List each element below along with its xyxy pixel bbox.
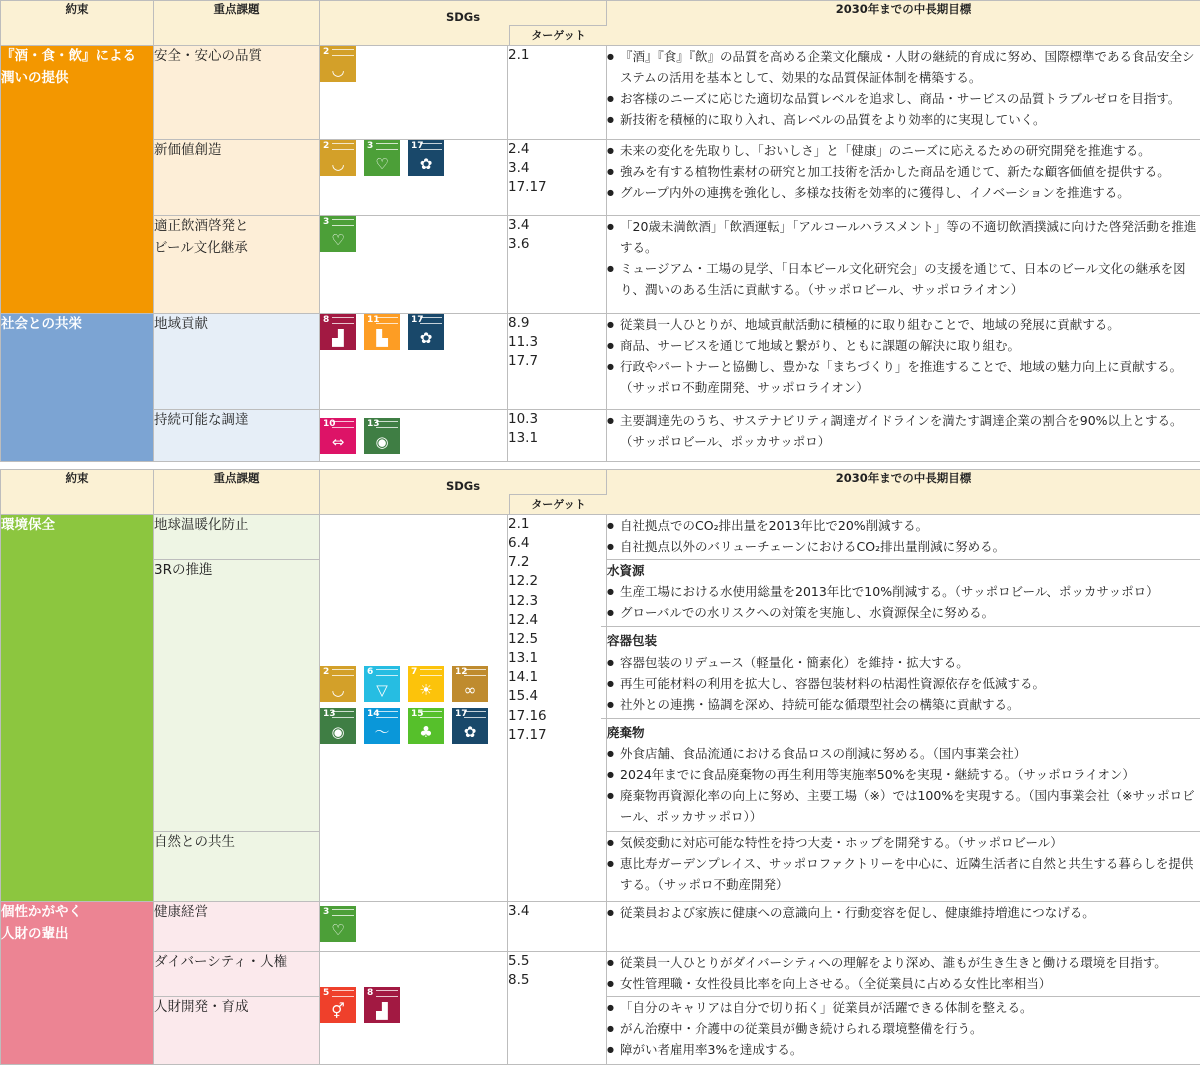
pledge-cell: 環境保全 [1,515,154,902]
sdg6-icon [364,666,400,702]
goal-item: ● グローバルでの水リスクへの対策を実施し、水資源保全に努める。 [607,602,1200,623]
goal-list [607,652,1200,715]
sdg11-icon [364,314,400,350]
sdg-icons-cell [320,952,508,1065]
goal-item: ● 「自分のキャリアは自分で切り拓く」従業員が活躍できる体制を整える。 [607,997,1200,1018]
sdg-title-lines [376,317,398,324]
sdg-number: 2 [323,667,330,677]
sdg-number: 17 [411,141,424,151]
goal-item: ● 『酒』『食』『飲』の品質を高める企業文化醸成・人財の継続的育成に努め、国際標準である食品安全システムの活用を基本として、効果的な品質保証体制を構築する。 [607,46,1200,88]
sdg-icon-row [320,46,507,82]
sdg-number: 2 [323,141,330,151]
goal-item: ● 外食店舗、食品流通における食品ロスの削減に努める。（国内事業会社） [607,743,1200,764]
sdg-glyph: ✿ [419,329,433,347]
header-pledge: 約束 [1,470,154,515]
table-row [1,902,1200,952]
sdg-glyph: ◉ [375,433,389,451]
goals-cell [607,46,1200,140]
sdg-title-lines [464,711,486,718]
sdg-glyph: ∞ [463,681,477,699]
goals-cell [607,140,1200,216]
goal-item: ● 主要調達先のうち、サステナビリティ調達ガイドラインを満たす調達企業の割合を90%以上とする。（サッポロビール、ポッカサッポロ） [607,410,1200,452]
goal-item: ● 従業員および家族に健康への意識向上・行動変容を促し、健康維持増進につなげる。 [607,902,1200,923]
sdg-glyph: ♡ [375,155,389,173]
sdg14-icon [364,708,400,744]
sdg-glyph: 〜 [374,723,390,741]
goal-item: ● 再生可能材料の利用を拡大し、容器包装材料の枯渇性資源依存を低減する。 [607,673,1200,694]
issue-cell: 自然との共生 [154,832,320,902]
goal-list [607,314,1200,398]
goal-item: ● 自社拠点以外のバリューチェーンにおけるCO₂排出量削減に努める。 [607,536,1200,557]
issue-cell: 新価値創造 [154,140,320,216]
table-row [1,314,1200,410]
sdg5-icon [320,987,356,1023]
sdg-number: 3 [323,217,330,227]
sdg-number: 13 [367,419,380,429]
header-goals: 2030年までの中長期目標 [607,470,1200,515]
issue-cell: 3Rの推進 [154,560,320,832]
sdg-icon-row [320,140,507,176]
goals-cell [607,216,1200,314]
sdg-glyph: ✿ [463,723,477,741]
sdg8-icon [320,314,356,350]
sdg-icon-row [320,666,507,702]
goal-list [607,581,1200,623]
header-row [1,470,1200,515]
goals-cell [607,902,1200,952]
goal-item: ● 生産工場における水使用総量を2013年比で10%削減する。（サッポロビール、ポッカサッポロ） [607,581,1200,602]
goal-item: ● 女性管理職・女性役員比率を向上させる。（全従業員に占める女性比率相当） [607,973,1200,994]
sdg-icon-row [320,987,507,1023]
goal-item: ● 廃棄物再資源化率の向上に努め、主要工場（※）では100%を実現する。（国内事業会社（※サッポロビール、ポッカサッポロ）） [607,785,1200,827]
sdg8-icon [364,987,400,1023]
goal-item: ● 商品、サービスを通じて地域と繋がり、ともに課題の解決に取り組む。 [607,335,1200,356]
header-issue: 重点課題 [154,1,320,46]
sdg-number: 10 [323,419,336,429]
sdg2-icon [320,140,356,176]
targets-cell: 5.5 8.5 [508,952,607,1065]
sdg-title-lines [332,317,354,324]
sdg-glyph: ☀ [419,681,433,699]
targets-cell: 3.4 [508,902,607,952]
goal-heading: 容器包装 [607,633,658,649]
sdg-title-lines [332,909,354,916]
sdg-glyph: ▟ [332,329,344,347]
goal-item: ● 新技術を積極的に取り入れ、高レベルの品質をより効率的に実現していく。 [607,109,1200,130]
sdg-number: 11 [367,315,380,325]
goal-item: ● お客様のニーズに応じた適切な品質レベルを追求し、商品・サービスの品質トラブルゼロを目指す。 [607,88,1200,109]
sdg-glyph: ♣ [419,723,433,741]
targets-cell: 8.9 11.3 17.7 [508,314,607,410]
goal-list [607,902,1200,923]
sdg-title-lines [332,219,354,226]
issue-cell [154,216,320,314]
sdg-number: 3 [367,141,374,151]
sdg-icons-cell [320,46,508,140]
sdg-number: 8 [323,315,330,325]
table-row [1,216,1200,314]
sdg-number: 6 [367,667,374,677]
sdg-number: 14 [367,709,380,719]
targets-cell: 10.3 13.1 [508,410,607,462]
sdg-glyph: ✿ [419,155,433,173]
goal-list [607,515,1200,557]
sdg-number: 17 [455,709,468,719]
sdg-icon-row [320,906,507,942]
goal-item: ● 気候変動に対応可能な特性を持つ大麦・ホップを開発する。（サッポロビール） [607,832,1200,853]
sdg3-icon [320,216,356,252]
goal-list [607,410,1200,452]
sdg10-icon [320,418,356,454]
sdg-title-lines [332,421,354,428]
divider [601,718,1200,719]
goal-item: ● 障がい者雇用率3%を達成する。 [607,1039,1200,1060]
goals-cell [607,832,1200,902]
sdg-title-lines [332,49,354,56]
targets-cell: 2.1 [508,46,607,140]
header-row [1,1,1200,46]
sdg-title-lines [376,990,398,997]
sdg-number: 7 [411,667,418,677]
issue-cell: ダイバーシティ・人権 [154,952,320,997]
issue-cell: 持続可能な調達 [154,410,320,462]
issue-cell: 人財開発・育成 [154,997,320,1065]
goal-item: ● 未来の変化を先取りし、「おいしさ」と「健康」のニーズに応えるための研究開発を推進する。 [607,140,1200,161]
sdg-glyph: ◡ [331,155,345,173]
pledge-cell [1,46,154,314]
sdg-glyph: ♡ [331,231,345,249]
sdg-title-lines [420,711,442,718]
sdg-title-lines [376,421,398,428]
sdg-icons-cell [320,140,508,216]
sdg-icons-cell [320,314,508,410]
goal-list [607,46,1200,130]
goals-cell [607,515,1200,560]
sdg-title-lines [376,143,398,150]
goal-list [607,832,1200,895]
targets-cell: 2.4 3.4 17.17 [508,140,607,216]
table-row [1,952,1200,997]
sdg-number: 8 [367,988,374,998]
sdg-glyph: ▟ [376,1002,388,1020]
header-goals: 2030年までの中長期目標 [607,1,1200,46]
sdg17-icon [452,708,488,744]
goal-item: ● 社外との連携・協調を深め、持続可能な循環型社会の構築に貢献する。 [607,694,1200,715]
issue-cell: 安全・安心の品質 [154,46,320,140]
goal-list [607,743,1200,827]
sdg-number: 5 [323,988,330,998]
sdg-title-lines [420,669,442,676]
goal-list [607,997,1200,1060]
table-row [1,410,1200,462]
goal-item: ● 「20歳未満飲酒」「飲酒運転」「アルコールハラスメント」等の不適切飲酒撲滅に向けた啓発活動を推進する。 [607,216,1200,258]
table-row [1,515,1200,560]
sdg-title-lines [420,143,442,150]
goals-cell [607,314,1200,410]
sdg-icon-row [320,216,507,252]
sdg-glyph: ◉ [331,723,345,741]
header-target: ターゲット [509,25,607,46]
goal-item: ● がん治療中・介護中の従業員が働き続けられる環境整備を行う。 [607,1018,1200,1039]
header-sdgs-label: SDGs [445,479,481,493]
divider [601,626,1200,627]
sdg15-icon [408,708,444,744]
sdg13-icon [320,708,356,744]
goal-item: ● 自社拠点でのCO₂排出量を2013年比で20%削減する。 [607,515,1200,536]
sdg-icon-row [320,418,507,454]
sdg-title-lines [332,143,354,150]
goal-item: ● 従業員一人ひとりがダイバーシティへの理解をより深め、誰もが生き生きと働ける環境を目指す。 [607,952,1200,973]
sdg-glyph: ▽ [376,681,388,699]
issue-label: 適正飲酒啓発と ビール文化継承 [154,218,249,256]
goal-item: ● 行政やパートナーと協働し、豊かな「まちづくり」を推進することで、地域の魅力向上に貢献する。（サッポロ不動産開発、サッポロライオン） [607,356,1200,398]
sdg3-icon [364,140,400,176]
issue-cell: 地域貢献 [154,314,320,410]
sdg-glyph: ⚥ [331,1002,345,1020]
goal-heading: 廃棄物 [607,724,645,740]
goals-cell [607,952,1200,997]
sdg2-icon [320,666,356,702]
targets-cell: 3.4 3.6 [508,216,607,314]
table-row [1,140,1200,216]
pledge-cell: 社会との共栄 [1,314,154,462]
goal-list [607,140,1200,203]
goals-cell [607,560,1200,832]
sdg3-icon [320,906,356,942]
table-row [1,46,1200,140]
sdgs-table-bottom [0,469,1200,1065]
sdg-title-lines [376,711,398,718]
sdg-glyph: ◡ [331,61,345,79]
sdg-number: 13 [323,709,336,719]
sdg17-icon [408,314,444,350]
sdg17-icon [408,140,444,176]
header-sdgs-label: SDGs [445,10,481,24]
goal-heading: 水資源 [607,563,645,578]
sdg-title-lines [376,669,398,676]
sdg-title-lines [332,711,354,718]
goals-cell [607,410,1200,462]
targets-cell: 2.1 6.4 7.2 12.2 12.3 12.4 12.5 13.1 14.1 15.4 17.16 17.17 [508,515,607,902]
goal-list [607,952,1200,994]
pledge-cell [1,902,154,1065]
header-issue: 重点課題 [154,470,320,515]
sdg-glyph: ◡ [331,681,345,699]
header-pledge: 約束 [1,1,154,46]
pledge-label: 個性かがやく 人財の輩出 [1,904,82,942]
sdg-number: 17 [411,315,424,325]
sdg-icons-cell [320,902,508,952]
sdg-title-lines [464,669,486,676]
sdg-icons-cell [320,216,508,314]
sdg-icon-row [320,314,507,350]
sdg-icons-cell [320,515,508,902]
goals-cell [607,997,1200,1065]
sdg-icon-row [320,708,507,744]
pledge-label: 『酒・食・飲』による 潤いの提供 [1,48,136,86]
header-sdgs [320,1,607,46]
sdg-number: 15 [411,709,424,719]
sdg-number: 12 [455,667,468,677]
goal-list [607,216,1200,300]
sdg-glyph: ♡ [331,921,345,939]
goal-item: ● 強みを有する植物性素材の研究と加工技術を活かした商品を通じて、新たな顧客価値を提供する。 [607,161,1200,182]
sdg-title-lines [332,990,354,997]
sdg7-icon [408,666,444,702]
goal-item: ● グループ内外の連携を強化し、多様な技術を効率的に獲得し、イノベーションを推進する。 [607,182,1200,203]
sdg-glyph: ⇔ [331,433,345,451]
issue-cell: 地球温暖化防止 [154,515,320,560]
goal-item: ● 容器包装のリデュース（軽量化・簡素化）を維持・拡大する。 [607,652,1200,673]
goal-item: ● 従業員一人ひとりが、地域貢献活動に積極的に取り組むことで、地域の発展に貢献する。 [607,314,1200,335]
sdg-number: 3 [323,907,330,917]
sdg-glyph: ▙ [376,329,388,347]
sdg12-icon [452,666,488,702]
sdg-icons-cell [320,410,508,462]
sdg-number: 2 [323,47,330,57]
issue-cell: 健康経営 [154,902,320,952]
sdg2-icon [320,46,356,82]
header-target: ターゲット [509,494,607,515]
sdgs-table-top [0,0,1200,462]
goal-item: ● ミュージアム・工場の見学、「日本ビール文化研究会」の支援を通じて、日本のビール文化の継承を図り、潤いのある生活に貢献する。（サッポロビール、サッポロライオン） [607,258,1200,300]
sdg-title-lines [332,669,354,676]
goal-item: ● 恵比寿ガーデンプレイス、サッポロファクトリーを中心に、近隣生活者に自然と共生する暮らしを提供する。（サッポロ不動産開発） [607,853,1200,895]
goal-item: ● 2024年までに食品廃棄物の再生利用等実施率50%を実現・継続する。（サッポロライオン） [607,764,1200,785]
sdg13-icon [364,418,400,454]
header-sdgs [320,470,607,515]
sdg-title-lines [420,317,442,324]
